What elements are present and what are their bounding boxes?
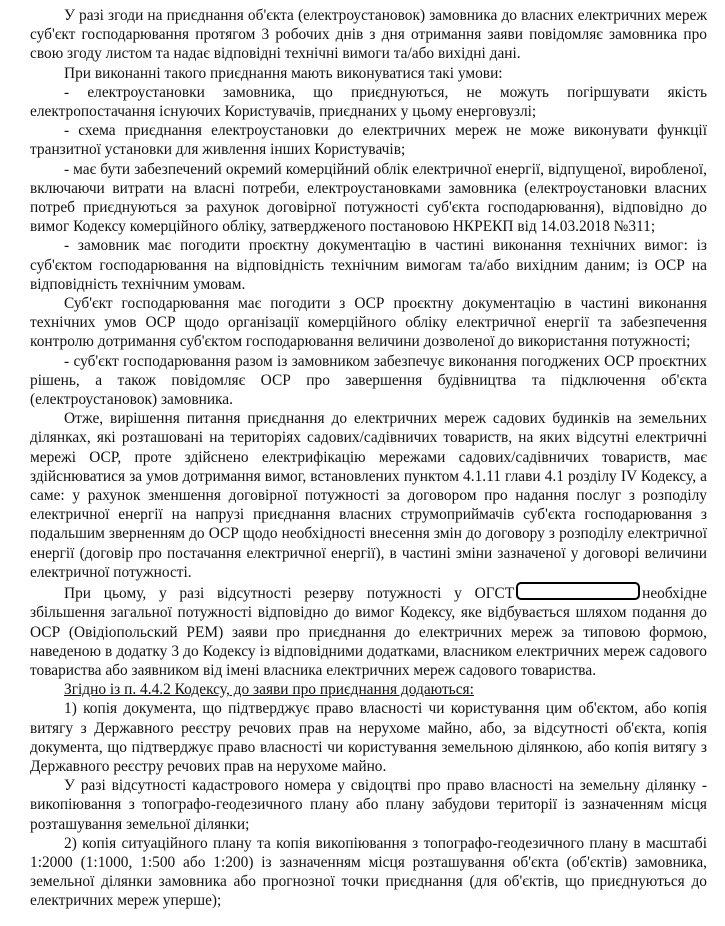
- paragraph-attachment-1: 1) копія документа, що підтверджує право власності чи користування цим об'єктом, або копія витягу з Державного реєстру речових прав на нерухоме майно, або, за відсутності об'єкта, копія документа, що підтверджує право власності чи користування земельною ділянкою, або копія витягу з Державного реєстру речових прав на нерухоме майно.: [30, 700, 707, 775]
- paragraph-attachments-heading: [30, 680, 707, 699]
- attachments-heading-text: Згідно із п. 4.4.2 Кодексу, до заяви про приєднання додаються:: [64, 681, 474, 699]
- paragraph-capacity-reserve: [30, 582, 707, 680]
- paragraph-cadastral: У разі відсутності кадастрового номера у свідоцтві про право власності на земельну ділянку - викопіювання з топографо-геодезичного плану або плану забудови території із зазначенням місця розташування земельної ділянки;: [30, 777, 707, 833]
- paragraph-condition-transit: - схема приєднання електроустановки до електричних мереж не може виконувати функції транзитної установки для живлення інших Користувачів;: [30, 122, 707, 159]
- paragraph-conclusion: Отже, вирішення питання приєднання до електричних мереж садових будинків на земельних ділянках, які розташовані на територіях садових/садівничих товариств, на яких відсутні електричні мережі ОСР, проте здійснено електрифікацію мережами садових/садівничих товариств, має здійснюватися за умов дотримання вимог, встановлених пунктом 4.1.11 глави 4.1 розділу IV Кодексу, а саме: у рахунок зменшення договірної потужності за договором про надання послуг з розподілу електричної енергії на напрузі приєднання власних струмоприймачів суб'єкта господарювання з подальшим зверненням до ОСР щодо необхідності внесення змін до договору з розподілу електричної енергії (договір про постачання електричної енергії), в частині зміни зазначеної у договорі величини електричної потужності.: [30, 410, 707, 581]
- paragraph-attachment-2: 2) копія ситуаційного плану та копія викопіювання з топографо-геодезичного плану в масштабі 1:2000 (1:1000, 1:500 або 1:200) із зазначенням місця розташування об'єкта (об'єктів) замовника, земельної ділянки замовника або прогнозної точки приєднання (для об'єктів, що приєднуються до електричних мереж уперше);: [30, 834, 707, 910]
- paragraph-entity-implementation: - суб'єкт господарювання разом із замовником забезпечує виконання погоджених ОСР проєктних рішень, а також повідомляє ОСР про завершення будівництва та підключення об'єкта (електроустановок) замовника.: [30, 352, 707, 409]
- paragraph-condition-quality: - електроустановки замовника, що приєднуються, не можуть погіршувати якість електропостачання існуючих Користувачів, приєднаних у цьому енерговузлі;: [30, 83, 707, 121]
- paragraph-entity-approval: Суб'єкт господарювання має погодити з ОСР проєктну документацію в частині виконання технічних умов ОСР щодо організації комерційного обліку електричної енергії та забезпечення контролю дотримання суб'єктом господарювання величини дозволеної до використання потужності;: [30, 295, 707, 351]
- paragraph-condition-metering: - має бути забезпечений окремий комерційний облік електричної енергії, відпущеної, виробленої, включаючи витрати на власні потреби, електроустановками замовника (електроустановки власних потреб приєднуються за рахунок договірної потужності суб'єкта господарювання), відповідно до вимог Кодексу комерційного обліку, затвердженого постановою НКРЕКП від 14.03.2018 №311;: [30, 160, 707, 236]
- paragraph-condition-project-approval: - замовник має погодити проєктну документацію в частині виконання технічних вимог: із суб'єктом господарювання на відповідність технічним вимогам та/або вихідним даним; із ОСР на відповідність технічним умовам.: [30, 237, 707, 293]
- paragraph-capacity-reserve-end: необхідне збільшення загальної потужності відповідно до вимог Кодексу, яке відбувається шляхом подання до ОСР (Овідіопольский РЕМ) заяви про приєднання до електричних мереж за типовою формою, наведеною в додатку 3 до Кодексу із відповідними додатками, власником електричних мереж садового товариства або заявником від імені власника електричних мереж садового товариства.: [30, 585, 707, 679]
- paragraph-conditions-intro: При виконанні такого приєднання мають виконуватися такі умови:: [64, 64, 503, 82]
- redaction-box: [516, 582, 640, 600]
- paragraph-capacity-reserve-start: При цьому, у разі відсутності резерву потужності у ОГСТ: [64, 585, 515, 603]
- paragraph-consent: У разі згоди на приєднання об'єкта (електроустановок) замовника до власних електричних мереж суб'єкт господарювання протягом 3 робочих днів з дня отримання заяви повідомляє замовника про свою згоду листом та надає відповідні технічні вимоги та/або вихідні дані.: [30, 7, 707, 63]
